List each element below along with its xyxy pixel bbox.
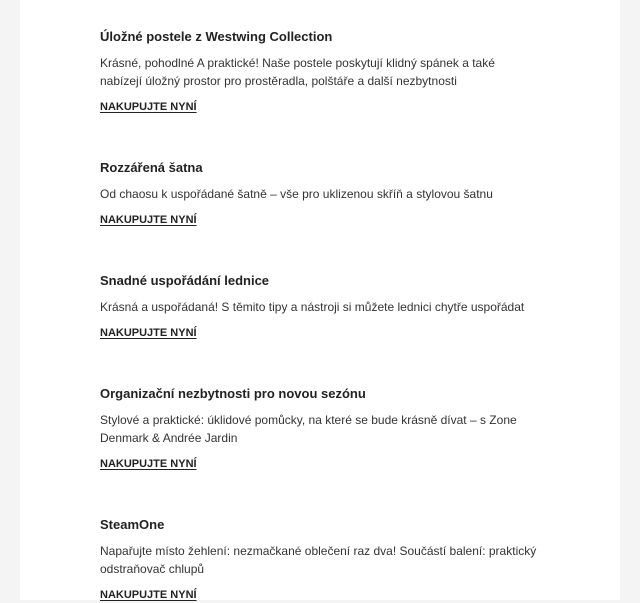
section-description: Stylové a praktické: úklidové pomůcky, na které se bude krásně dívat – s Zone Denmark & Andrée Jardin	[100, 413, 517, 445]
section-organization	[100, 385, 540, 472]
section-steamone	[100, 516, 540, 603]
section-description: Krásná a uspořádaná! S těmito tipy a nástroji si můžete lednici chytře uspořádat	[100, 300, 525, 314]
section-description: Krásné, pohodlné A praktické! Naše postele poskytují klidný spánek a také nabízejí úložný prostor pro prostěradla, polštáře a další nezbytnosti	[100, 56, 495, 88]
section-title: Rozzářená šatna	[100, 160, 203, 175]
shop-now-link[interactable]: NAKUPUJTE NYNÍ	[100, 589, 197, 601]
section-storage-beds	[100, 28, 540, 115]
section-wardrobe	[100, 159, 540, 228]
section-description: Od chaosu k uspořádané šatně – vše pro uklizenou skříň a stylovou šatnu	[100, 187, 493, 201]
section-title: SteamOne	[100, 517, 165, 532]
shop-now-link[interactable]: NAKUPUJTE NYNÍ	[100, 101, 197, 113]
shop-now-link[interactable]: NAKUPUJTE NYNÍ	[100, 458, 197, 470]
newsletter-page	[20, 0, 620, 600]
section-title: Snadné uspořádání lednice	[100, 273, 270, 288]
section-title: Organizační nezbytnosti pro novou sezónu	[100, 386, 366, 401]
shop-now-link[interactable]: NAKUPUJTE NYNÍ	[100, 214, 197, 226]
section-description: Napařujte místo žehlení: nezmačkané oblečení raz dva! Součástí balení: praktický odstraňovač chlupů	[100, 544, 537, 576]
section-title: Úložné postele z Westwing Collection	[100, 29, 333, 44]
section-fridge	[100, 272, 540, 341]
shop-now-link[interactable]: NAKUPUJTE NYNÍ	[100, 327, 197, 339]
